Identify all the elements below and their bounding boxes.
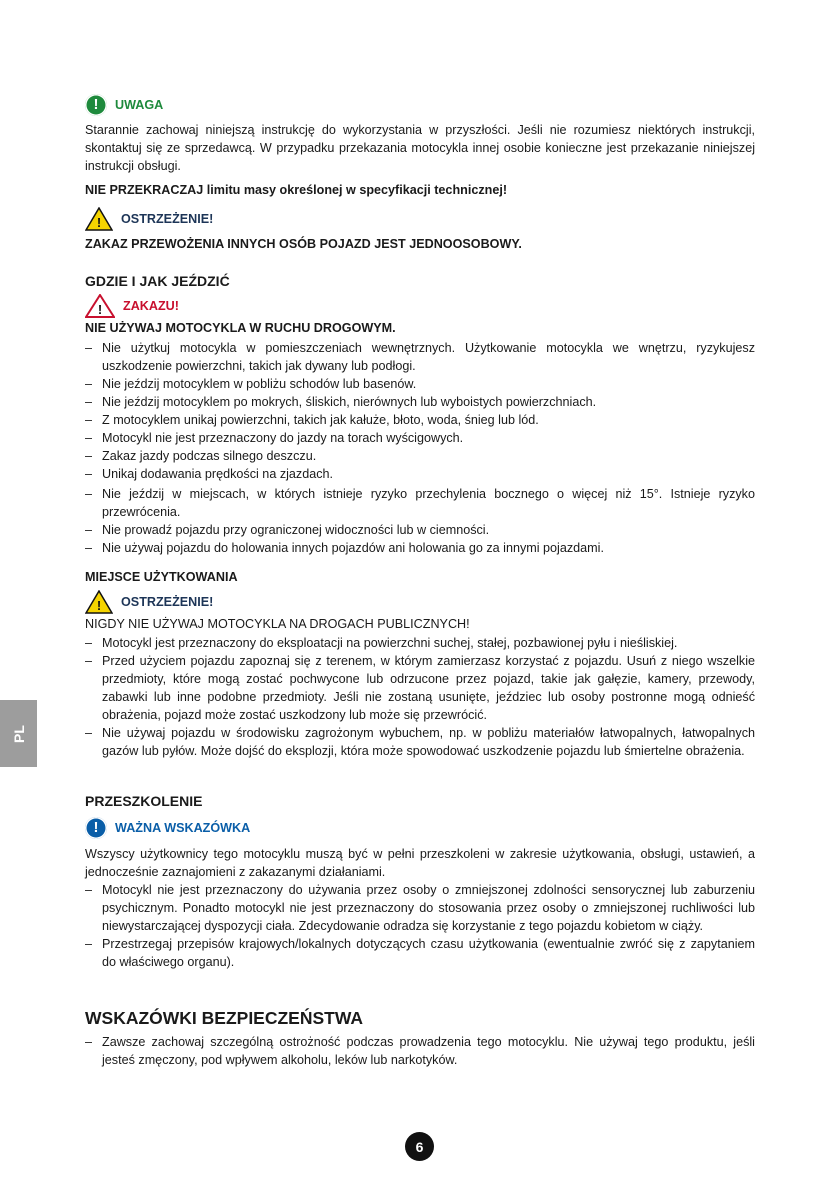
prohibition-triangle-icon bbox=[85, 294, 115, 318]
list-item: – Motocykl jest przeznaczony do eksploatacji na powierzchni suchej, stałej, pozbawionej pyłu i nieśliskiej. bbox=[85, 634, 755, 652]
list-item: – Zakaz jazdy podczas silnego deszczu. bbox=[85, 447, 755, 465]
list-item: – Zawsze zachowaj szczególną ostrożność podczas prowadzenia tego motocyklu. Nie używaj tego produktu, jeśli jesteś zmęczony, pod wpływem alkoholu, leków lub narkotyków. bbox=[85, 1033, 755, 1069]
list-item: – Nie używaj pojazdu do holowania innych pojazdów ani holowania go za innymi pojazdami. bbox=[85, 539, 755, 557]
warning-text: ZAKAZ PRZEWOŻENIA INNYCH OSÓB POJAZD JEST JEDNOOSOBOWY. bbox=[85, 237, 522, 251]
warning-triangle-icon bbox=[85, 207, 113, 231]
notice-title: WAŻNA WSKAZÓWKA bbox=[115, 821, 251, 835]
notice-title: OSTRZEŻENIE! bbox=[121, 212, 214, 226]
uwaga-text: Starannie zachowaj niniejszą instrukcję do wykorzystania w przyszłości. Jeśli nie rozumiesz niektórych instrukcji, skontaktuj się ze sprzedawcą. W przypadku przekazania motocykla innej osobie konieczne jest przekazanie niniejszej instrukcji obsługi. bbox=[85, 123, 755, 173]
svg-text:!: ! bbox=[97, 302, 103, 317]
list-item: – Nie prowadź pojazdu przy ograniczonej widoczności lub w ciemności. bbox=[85, 521, 755, 539]
svg-text:!: ! bbox=[96, 215, 102, 230]
language-label: PL bbox=[10, 724, 27, 743]
list-item: – Nie jeździj motocyklem po mokrych, śliskich, nierównych lub wyboistych powierzchniach. bbox=[85, 393, 755, 411]
notice-uwaga bbox=[85, 93, 163, 117]
language-tab bbox=[0, 700, 37, 767]
where-list bbox=[85, 339, 755, 557]
warning-text: NIGDY NIE UŻYWAJ MOTOCYKLA NA DROGACH PUBLICZNYCH! bbox=[85, 617, 470, 631]
list-item: – Nie jeździj motocyklem w pobliżu schodów lub basenów. bbox=[85, 375, 755, 393]
list-item: – Przed użyciem pojazdu zapoznaj się z terenem, w którym zamierzasz korzystać z pojazdu. Usuń z niego wszelkie przedmioty, które mogą zostać pochwycone lub odrzucone przez pojazd, takie jak gałęzie, kamery, przewody, zabawki lub inne podobne przedmioty. Jeśli nie zostaną usunięte, jeździec lub osoby postronne mogą odnieść obrażenia, pojazd może zostać uszkodzony lub może się przewrócić. bbox=[85, 652, 755, 724]
training-text: Wszyscy użytkownicy tego motocyklu muszą być w pełni przeszkoleni w zakresie użytkowania, obsługi, ustawień, a jednocześnie zaznajomieni z zakazanymi działaniami. bbox=[85, 847, 755, 879]
section-heading: GDZIE I JAK JEŹDZIĆ bbox=[85, 273, 230, 289]
svg-text:!: ! bbox=[96, 598, 102, 613]
place-list bbox=[85, 634, 755, 760]
page-number: 6 bbox=[405, 1132, 434, 1161]
section-heading: WSKAZÓWKI BEZPIECZEŃSTWA bbox=[85, 1008, 364, 1028]
exclamation-circle-icon: ! bbox=[85, 94, 107, 116]
notice-title: UWAGA bbox=[115, 98, 164, 112]
notice-warning bbox=[85, 590, 213, 614]
list-item: – Nie jeździj w miejscach, w których istnieje ryzyko przechylenia bocznego o więcej niż 15°. Istnieje ryzyko przewrócenia. bbox=[85, 485, 755, 521]
list-item: – Motocykl nie jest przeznaczony do używania przez osoby o zmniejszonej zdolności sensorycznej lub zaburzeniu psychicznym. Ponadto motocykl nie jest przeznaczony do stosowania przez osoby o zmniejszonej ruchliwości lub niewystarczającej dyspozycji ciała. Zdecydowanie odradza się korzystanie z tego pojazdu kobietom w ciąży. bbox=[85, 881, 755, 935]
list-item: – Nie użytkuj motocykla w pomieszczeniach wewnętrznych. Użytkowanie motocykla we wnętrzu, ryzykujesz uszkodzenie powierzchni, takich jak dywany lub podłogi. bbox=[85, 339, 755, 375]
uwaga-bold: NIE PRZEKRACZAJ limitu masy określonej w specyfikacji technicznej! bbox=[85, 183, 508, 197]
section-heading: PRZESZKOLENIE bbox=[85, 793, 203, 809]
list-item: – Nie używaj pojazdu w środowisku zagrożonym wybuchem, np. w pobliżu materiałów łatwopalnych, łatwopalnych gazów lub pyłów. Może dojść do eksplozji, która może spowodować uszkodzenie pojazdu lub śmiertelne obrażenia. bbox=[85, 724, 755, 760]
info-exclamation-icon: ! bbox=[85, 817, 107, 839]
training-list bbox=[85, 881, 755, 971]
warning-triangle-icon bbox=[85, 590, 113, 614]
list-item: – Przestrzegaj przepisów krajowych/lokalnych dotyczących czasu użytkowania (ewentualnie zwróć się z zapytaniem do właściwego organu). bbox=[85, 935, 755, 971]
list-item: – Motocykl nie jest przeznaczony do jazdy na torach wyścigowych. bbox=[85, 429, 755, 447]
prohibition-text: NIE UŻYWAJ MOTOCYKLA W RUCHU DROGOWYM. bbox=[85, 321, 396, 335]
notice-tip bbox=[85, 816, 250, 840]
notice-title: OSTRZEŻENIE! bbox=[121, 595, 214, 609]
notice-prohibition bbox=[85, 294, 179, 318]
notice-title: ZAKAZU! bbox=[123, 299, 179, 313]
list-item: – Z motocyklem unikaj powierzchni, takich jak kałuże, błoto, woda, śnieg lub lód. bbox=[85, 411, 755, 429]
safety-list bbox=[85, 1033, 755, 1069]
section-heading: MIEJSCE UŻYTKOWANIA bbox=[85, 570, 238, 584]
notice-warning bbox=[85, 207, 213, 231]
list-item: – Unikaj dodawania prędkości na zjazdach. bbox=[85, 465, 755, 483]
